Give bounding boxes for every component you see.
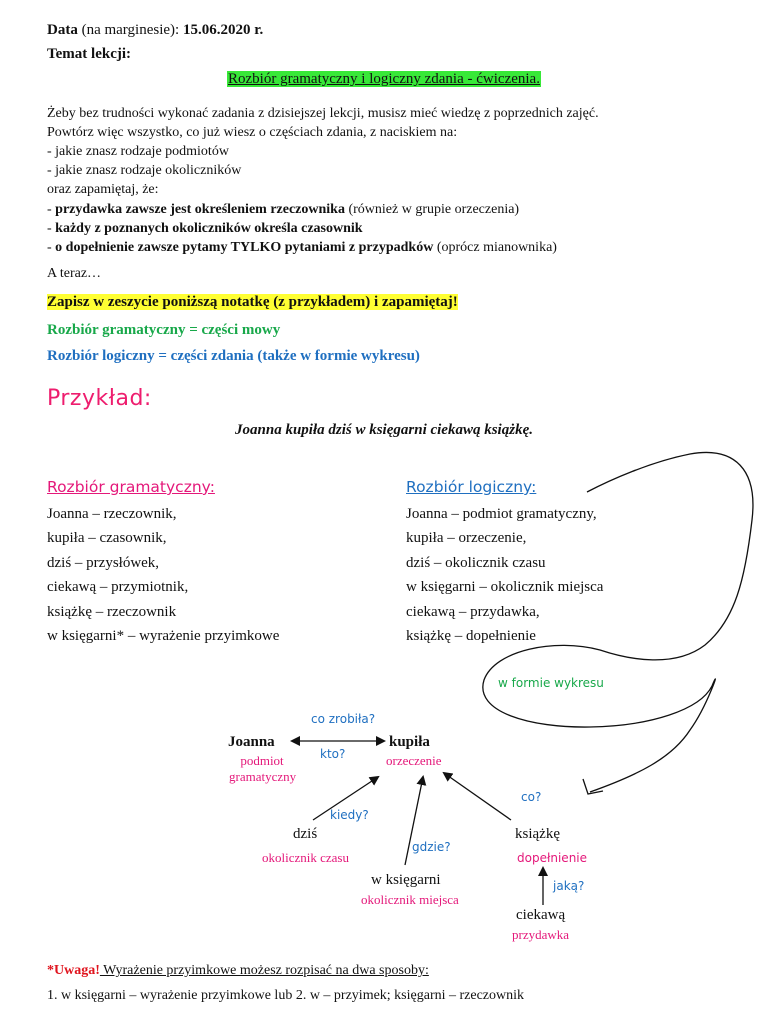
bubble-label: w formie wykresu bbox=[498, 676, 604, 690]
grammar-item: książkę – rzeczownik bbox=[47, 603, 177, 620]
date-value: 15.06.2020 r. bbox=[182, 22, 264, 38]
question-what-did: co zrobiła? bbox=[311, 712, 376, 726]
topic-label: Temat lekcji: bbox=[47, 46, 132, 62]
node-joanna: Joanna bbox=[228, 734, 275, 750]
role-subject-line1: podmiot bbox=[240, 753, 284, 768]
logic-item: w księgarni – okolicznik miejsca bbox=[406, 579, 604, 596]
question-where: gdzie? bbox=[412, 840, 451, 854]
grammar-item: w księgarni* – wyrażenie przyimkowe bbox=[47, 627, 280, 644]
logic-item: książkę – dopełnienie bbox=[406, 627, 536, 644]
logic-equation: Rozbiór logiczny = części zdania (także w formie wykresu) bbox=[47, 348, 420, 364]
role-adverbial-place: okolicznik miejsca bbox=[361, 892, 459, 907]
example-heading: Przykład: bbox=[47, 386, 152, 411]
rule-object-bold: o dopełnienie zawsze pytamy TYLKO pytaniami z przypadków bbox=[55, 240, 434, 255]
node-ksiegarni: w księgarni bbox=[371, 872, 441, 888]
role-subject bbox=[229, 753, 295, 785]
arrow-ksiazke bbox=[444, 773, 511, 820]
node-ksiazke: książkę bbox=[515, 826, 560, 842]
rule-dash: - bbox=[47, 221, 56, 236]
grammar-item: kupiła – czasownik, bbox=[47, 530, 167, 547]
intro-line-2: Powtórz więc wszystko, co już wiesz o częściach zdania, z naciskiem na: bbox=[47, 125, 458, 140]
intro-line-3: oraz zapamiętaj, że: bbox=[47, 182, 159, 197]
date-note: (na marginesie): bbox=[81, 22, 180, 38]
rule-attribute-bold: przydawka zawsze jest określeniem rzeczownika bbox=[55, 202, 345, 217]
rule-adverbial-bold: każdy z poznanych okoliczników określa czasownik bbox=[55, 221, 363, 236]
question-who: kto? bbox=[320, 747, 346, 761]
role-adverbial-time: okolicznik czasu bbox=[262, 850, 349, 865]
warning-text: Wyrażenie przyimkowe możesz rozpisać na dwa sposoby: bbox=[99, 963, 429, 978]
role-subject-line2: gramatyczny bbox=[229, 769, 297, 784]
and-now: A teraz… bbox=[47, 266, 102, 281]
instruction: Zapisz w zeszycie poniższą notatkę (z przykładem) i zapamiętaj! bbox=[47, 294, 458, 310]
intro-bullet-subjects: - jakie znasz rodzaje podmiotów bbox=[47, 144, 229, 159]
warning-label: *Uwaga! bbox=[47, 963, 100, 978]
rule-dash: - bbox=[47, 202, 56, 217]
grammar-title: Rozbiór gramatyczny: bbox=[47, 478, 215, 496]
role-object: dopełnienie bbox=[517, 851, 588, 865]
rule-object-rest: (oprócz mianownika) bbox=[433, 240, 557, 255]
grammar-item: dziś – przysłówek, bbox=[47, 554, 160, 571]
node-dzis: dziś bbox=[293, 826, 318, 842]
intro-bullet-adverbials: - jakie znasz rodzaje okoliczników bbox=[47, 163, 242, 178]
node-ciekawa: ciekawą bbox=[516, 907, 566, 923]
loop-arrow-head bbox=[583, 779, 603, 794]
rule-dash: - bbox=[47, 240, 56, 255]
question-which: jaką? bbox=[553, 879, 585, 893]
intro-line-1: Żeby bez trudności wykonać zadania z dzisiejszej lekcji, musisz mieć wiedzę z poprzednich zajęć. bbox=[47, 106, 599, 121]
warning-line bbox=[47, 963, 429, 979]
date-label: Data bbox=[47, 22, 78, 38]
rule-attribute-rest: (również w grupie orzeczenia) bbox=[344, 202, 520, 217]
loop-arrow bbox=[483, 452, 753, 792]
question-when: kiedy? bbox=[330, 808, 369, 822]
grammar-equation: Rozbiór gramatyczny = części mowy bbox=[47, 322, 281, 338]
logic-item: ciekawą – przydawka, bbox=[406, 603, 540, 620]
ways-line: 1. w księgarni – wyrażenie przyimkowe lub 2. w – przyimek; księgarni – rzeczownik bbox=[47, 988, 525, 1003]
topic-title: Rozbiór gramatyczny i logiczny zdania - ćwiczenia. bbox=[228, 71, 540, 87]
logic-item: kupiła – orzeczenie, bbox=[406, 530, 527, 547]
node-kupila: kupiła bbox=[389, 734, 430, 750]
grammar-item: ciekawą – przymiotnik, bbox=[47, 579, 189, 596]
question-what: co? bbox=[521, 790, 542, 804]
role-predicate: orzeczenie bbox=[386, 753, 442, 768]
logic-item: dziś – okolicznik czasu bbox=[406, 554, 546, 571]
grammar-item: Joanna – rzeczownik, bbox=[47, 506, 177, 522]
logic-title: Rozbiór logiczny: bbox=[406, 478, 537, 496]
role-attribute: przydawka bbox=[512, 927, 570, 942]
example-sentence: Joanna kupiła dziś w księgarni ciekawą książkę. bbox=[235, 422, 533, 438]
logic-item: Joanna – podmiot gramatyczny, bbox=[406, 506, 597, 522]
